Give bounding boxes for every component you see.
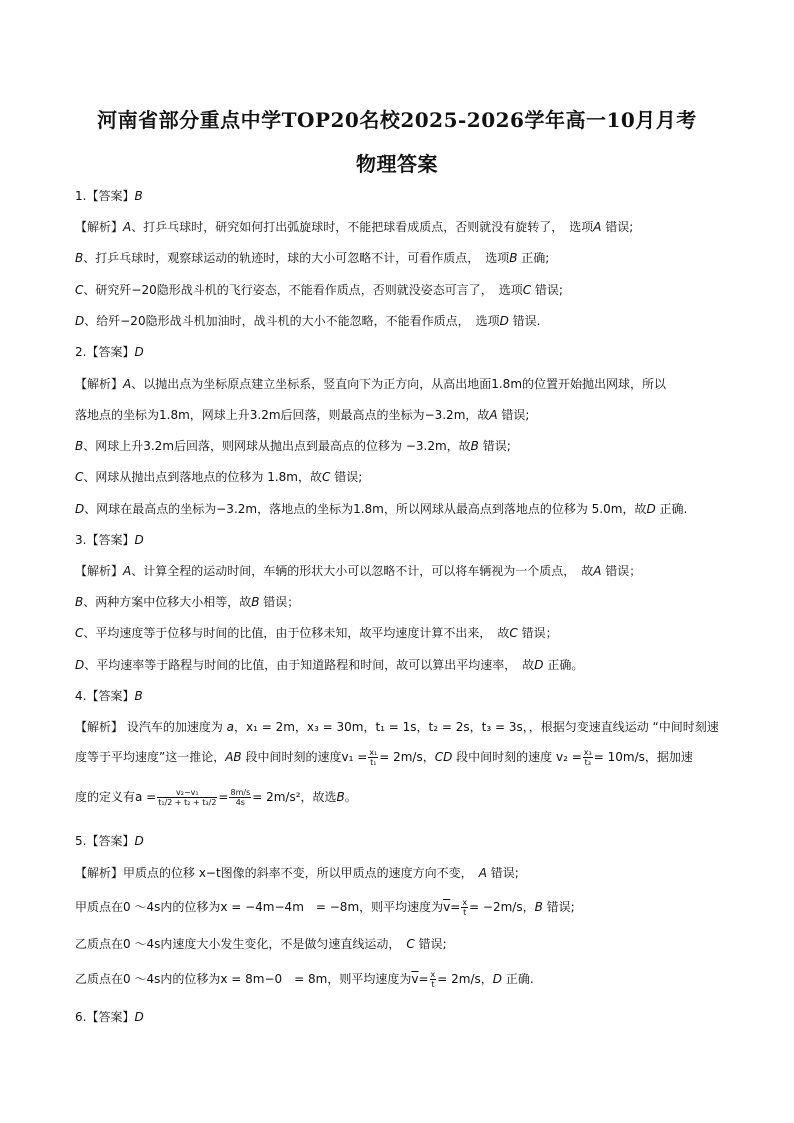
text-span: 乙质点在0 ～4s内速度大小发生变化，不是做匀速直线运动， <box>75 937 407 951</box>
text-span: 【解析】 <box>75 220 124 234</box>
text-span: 错误; <box>497 408 530 422</box>
text-span: B <box>75 251 84 265</box>
text-span: t <box>431 980 435 989</box>
q3-analysis-line-3 <box>75 625 558 641</box>
text-span: $\overline{v}$ <box>443 900 451 914</box>
text-span: D <box>534 658 544 672</box>
text-span: 段中间时刻的速度v₁ = <box>241 750 368 764</box>
text-span: x <box>430 970 436 979</box>
q5-answer <box>75 833 144 849</box>
q1-analysis-line-1 <box>75 219 633 235</box>
text-span: 、网球在最高点的坐标为−3.2m，落地点的坐标为1.8m，所以网球从最高点到落地点的位移为 5.0m，故 <box>84 502 647 516</box>
text-span: 落地点的坐标为1.8m，网球上升3.2m后回落，则最高点的坐标为−3.2m，故 <box>75 408 490 422</box>
text-span: x₃ <box>583 748 592 757</box>
text-span: C <box>406 937 415 951</box>
text-span: CD <box>434 750 453 764</box>
text-span: t₁/2 + t₂ + t₃/2 <box>158 798 217 807</box>
text-span: 错误； <box>601 564 642 578</box>
q2-analysis-line-5 <box>75 501 687 517</box>
text-span: a <box>226 720 234 734</box>
q1-analysis-line-3 <box>75 282 563 298</box>
text-span: 、打乒乓球时，研究如何打出弧旋球时，不能把球看成质点，否则就没有旋转了， 选项 <box>131 220 594 234</box>
text-span: 错误; <box>414 937 447 951</box>
text-span: B <box>75 439 84 453</box>
text-span: 、平均速度等于位移与时间的比值，由于位移未知，故平均速度计算不出来， 故 <box>83 626 510 640</box>
text-span: 正确. <box>502 972 534 986</box>
q3-answer <box>75 532 144 548</box>
text-span: D <box>134 533 144 547</box>
text-span: 、研究歼−20隐形战斗机的飞行姿态，不能看作质点，否则就没姿态可言了， 选项 <box>83 283 523 297</box>
text-span: 、打乒乓球时，观察球运动的轨迹时，球的大小可忽略不计，可看作质点， 选项 <box>83 251 510 265</box>
text-span: = <box>418 972 429 986</box>
text-span: A <box>593 564 602 578</box>
text-span: C <box>75 626 84 640</box>
text-span: 8m/s <box>230 788 251 797</box>
q2-analysis-line-3 <box>75 438 511 454</box>
text-span: 、以抛出点为坐标原点建立坐标系，竖直向下为正方向，从高出地面1.8m的位置开始抛出网球，所以 <box>131 377 667 391</box>
text-span: = −2m/s， <box>469 900 535 914</box>
text-span: D <box>646 502 656 516</box>
text-span: D <box>492 972 502 986</box>
text-span: B <box>534 900 543 914</box>
text-span: 错误; <box>486 866 519 880</box>
text-span: x <box>462 898 468 907</box>
fraction <box>157 788 217 807</box>
text-span: 。 <box>344 790 357 804</box>
text-span: 错误； <box>517 626 558 640</box>
answer-label: 1.【答案】 <box>75 189 135 203</box>
q1-answer <box>75 188 143 204</box>
text-span: 正确。 <box>543 658 584 672</box>
q2-analysis-line-1 <box>75 376 666 392</box>
text-span: 错误; <box>542 900 575 914</box>
fraction <box>461 898 468 917</box>
q6-answer <box>75 1009 144 1025</box>
text-span: 错误. <box>508 314 541 328</box>
document-subtitle: 物理答案 <box>356 152 438 176</box>
text-span: 、平均速率等于路程与时间的比值，由于知道路程和时间，故可以算出平均速率， 故 <box>84 658 535 672</box>
fraction <box>368 748 378 767</box>
text-span: t₁ <box>370 758 377 767</box>
text-span: 错误; <box>478 439 511 453</box>
q2-analysis-line-2 <box>75 407 529 423</box>
text-span: 、给歼−20隐形战斗机加油时，战斗机的大小不能忽略，不能看作质点， 选项 <box>84 314 500 328</box>
q1-analysis-line-2 <box>75 250 549 266</box>
text-span: C <box>75 470 84 484</box>
text-span: 【解析】甲质点的位移 x−t图像的斜率不变，所以甲质点的速度方向不变， <box>75 866 479 880</box>
text-span: t₃ <box>584 758 591 767</box>
text-span: D <box>134 345 144 359</box>
fraction <box>583 748 593 767</box>
text-span: D <box>75 314 85 328</box>
text-span: 错误； <box>259 595 300 609</box>
text-span: 3.【答案】 <box>75 533 135 547</box>
text-span: = 2m/s， <box>437 972 493 986</box>
q3-analysis-line-4 <box>75 657 583 673</box>
text-span: 错误; <box>531 283 563 297</box>
text-span: x₁ <box>369 748 378 757</box>
text-span: 甲质点在0 ～4s内的位移为x = −4m−4m = −8m，则平均速度为 <box>75 900 444 914</box>
text-span: 、两种方案中位移大小相等，故 <box>83 595 252 609</box>
text-span: = <box>450 900 461 914</box>
text-span: B <box>251 595 260 609</box>
text-span: C <box>522 283 532 297</box>
q4-analysis-line-2 <box>75 748 693 767</box>
answer-value: B <box>134 189 143 203</box>
text-span: 错误; <box>330 470 363 484</box>
q5-analysis-line-1 <box>75 865 519 881</box>
text-span: A <box>489 408 498 422</box>
q2-answer <box>75 344 144 360</box>
text-span: B <box>336 790 345 804</box>
text-span: 【解析】 设汽车的加速度为 <box>75 720 227 734</box>
text-span: 度等于平均速度”这一推论， <box>75 750 226 764</box>
text-span: D <box>499 314 509 328</box>
text-span: = 10m/s，据加速 <box>593 750 693 764</box>
text-span: A <box>593 220 602 234</box>
fraction <box>229 788 251 807</box>
text-span: D <box>75 502 85 516</box>
text-span: $\overline{v}$ <box>411 972 419 986</box>
text-span: 4.【答案】 <box>75 689 135 703</box>
text-span: 、网球从抛出点到落地点的位移为 1.8m，故 <box>83 470 322 484</box>
text-span: D <box>75 658 85 672</box>
text-span: v₂−v₁ <box>157 788 217 798</box>
text-span: A <box>123 220 132 234</box>
text-span: C <box>75 283 84 297</box>
text-span: B <box>509 251 518 265</box>
q2-analysis-line-4 <box>75 469 362 485</box>
fraction <box>430 970 437 989</box>
text-span: 乙质点在0 ～4s内的位移为x = 8m−0 = 8m，则平均速度为 <box>75 972 412 986</box>
text-span: 4s <box>235 798 245 807</box>
text-span: AB <box>225 750 242 764</box>
text-span: 正确; <box>517 251 550 265</box>
text-span: 错误; <box>601 220 634 234</box>
text-span: 5.【答案】 <box>75 834 135 848</box>
text-span: B <box>470 439 479 453</box>
text-span: D <box>134 1010 144 1024</box>
q3-analysis-line-2 <box>75 594 299 610</box>
text-span: D <box>134 834 144 848</box>
text-span: t <box>463 908 467 917</box>
q5-analysis-line-4 <box>75 970 534 989</box>
text-span: 2.【答案】 <box>75 345 135 359</box>
text-span: A <box>478 866 487 880</box>
text-span: B <box>134 689 143 703</box>
text-span: A <box>123 564 132 578</box>
text-span: ，x₁ = 2m，x₃ = 30m，t₁ = 1s，t₂ = 2s，t₃ = 3s，，根据匀变速直线运动 “中间时刻速 <box>234 720 719 734</box>
q1-analysis-line-4 <box>75 313 540 329</box>
text-span: = 2m/s， <box>379 750 435 764</box>
text-span: C <box>321 470 331 484</box>
q3-analysis-line-1 <box>75 563 641 579</box>
q4-analysis-line-1 <box>75 719 719 735</box>
text-span: 、网球上升3.2m后回落，则网球从抛出点到最高点的位移为 −3.2m，故 <box>83 439 471 453</box>
text-span: C <box>509 626 518 640</box>
q4-analysis-line-3 <box>75 788 357 807</box>
text-span: 【解析】 <box>75 377 124 391</box>
q5-analysis-line-2 <box>75 898 575 917</box>
document-title: 河南省部分重点中学TOP20名校2025-2026学年高一10月月考 <box>97 108 697 132</box>
q5-analysis-line-3 <box>75 936 447 952</box>
text-span: 6.【答案】 <box>75 1010 135 1024</box>
text-span: B <box>75 595 84 609</box>
text-span: A <box>123 377 132 391</box>
text-span: 度的定义有a = <box>75 790 157 804</box>
text-span: 段中间时刻的速度 v₂ = <box>452 750 582 764</box>
text-span: 正确. <box>655 502 688 516</box>
text-span: = <box>218 790 229 804</box>
text-span: 【解析】 <box>75 564 124 578</box>
text-span: 、计算全程的运动时间，车辆的形状大小可以忽略不计，可以将车辆视为一个质点， 故 <box>131 564 594 578</box>
q4-answer <box>75 688 143 704</box>
text-span: = 2m/s²，故选 <box>252 790 337 804</box>
